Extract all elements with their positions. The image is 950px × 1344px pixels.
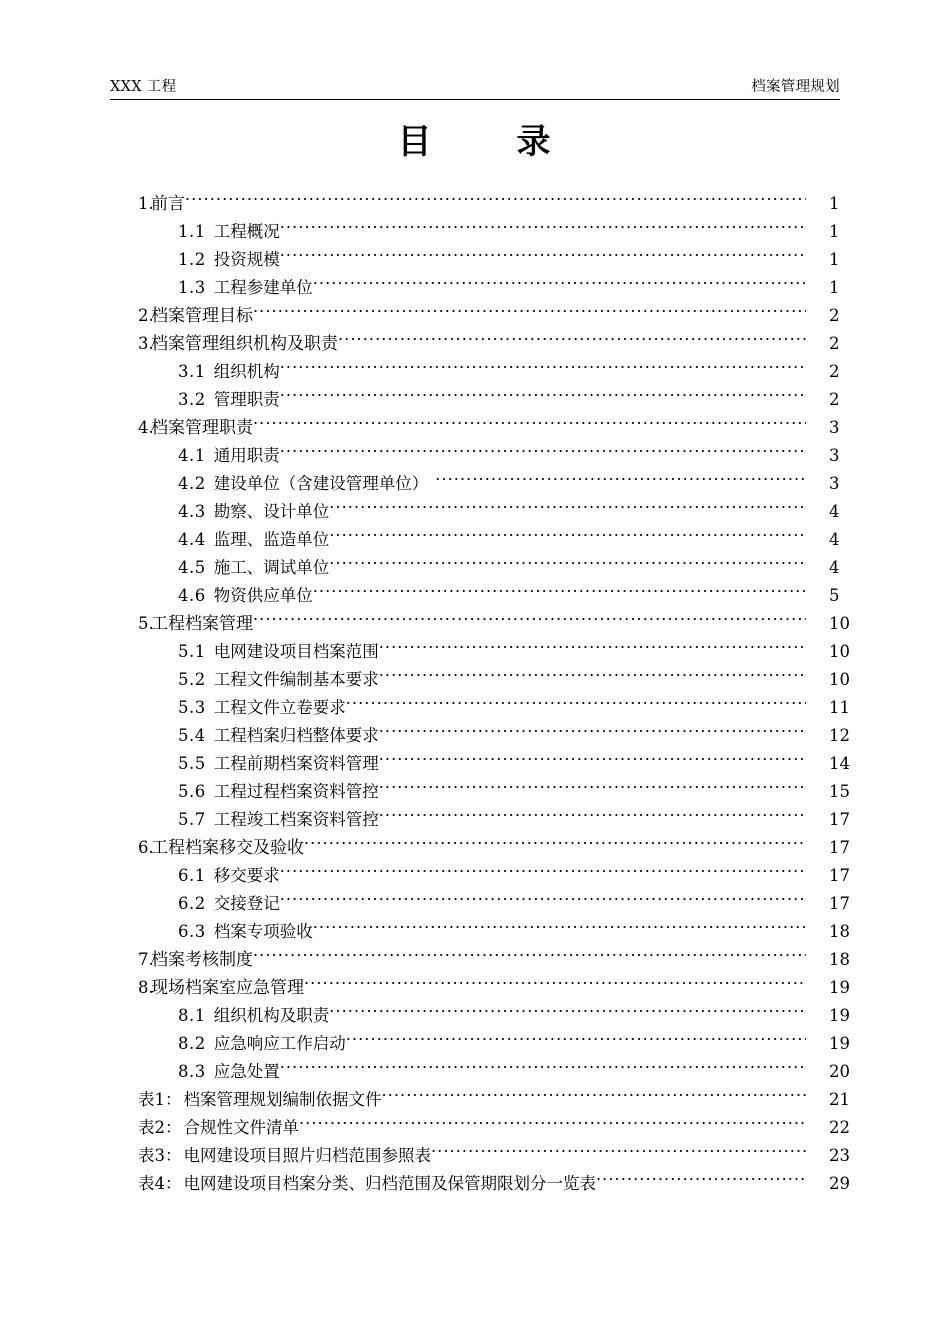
toc-entry[interactable] (110, 246, 850, 274)
toc-entry-number: 7. (138, 950, 154, 969)
toc-dot-leader (313, 921, 806, 938)
toc-dot-leader (379, 641, 806, 658)
toc-entry-label: 工程前期档案资料管理 (213, 754, 379, 773)
toc-entry[interactable] (110, 470, 850, 498)
toc-entry-label: 工程参建单位 (213, 278, 313, 297)
toc-entry[interactable] (110, 918, 850, 946)
toc-entry-label: 现场档案室应急管理 (151, 978, 304, 998)
toc-entry-number: 6.3 (178, 922, 206, 941)
toc-entry-label: 工程档案移交及验收 (151, 838, 304, 858)
toc-entry-label: 电网建设项目照片归档范围参照表 (183, 1146, 431, 1165)
toc-entry-label: 施工、调试单位 (213, 558, 330, 577)
table-of-contents (110, 190, 850, 1198)
toc-dot-leader (346, 1033, 806, 1050)
toc-page-number: 20 (829, 1062, 850, 1081)
toc-dot-leader (329, 557, 806, 574)
header-document-name: 档案管理规划 (751, 79, 840, 95)
toc-page-number: 21 (829, 1090, 850, 1109)
toc-entry-label: 移交要求 (213, 866, 280, 885)
toc-dot-leader (313, 585, 806, 602)
toc-entry-number: 4.6 (178, 586, 206, 605)
toc-page-number: 2 (829, 334, 840, 353)
toc-dot-leader (596, 1173, 806, 1190)
toc-entry[interactable] (110, 862, 850, 890)
toc-entry-label: 工程竣工档案资料管控 (213, 810, 379, 829)
toc-entry-number: 6.2 (178, 894, 206, 913)
toc-entry[interactable] (110, 498, 850, 526)
toc-entry[interactable] (110, 778, 850, 806)
toc-entry-label: 建设单位（含建设管理单位） (213, 474, 429, 493)
toc-entry-label: 监理、监造单位 (213, 530, 330, 549)
toc-entry-label: 工程过程档案资料管控 (213, 782, 379, 801)
toc-entry[interactable] (110, 386, 850, 414)
toc-dot-leader (338, 333, 806, 350)
toc-entry-number: 8.1 (178, 1006, 206, 1025)
toc-entry-label: 前言 (151, 194, 185, 214)
toc-dot-leader (280, 445, 806, 462)
toc-dot-leader (435, 473, 806, 490)
toc-page-number: 22 (829, 1118, 850, 1137)
toc-entry[interactable] (110, 1170, 850, 1198)
toc-page-number: 11 (829, 698, 850, 717)
toc-page-number: 10 (829, 642, 850, 661)
toc-entry-label: 工程文件立卷要求 (213, 698, 346, 717)
toc-entry-label: 投资规模 (213, 250, 280, 269)
toc-entry-number: 1.1 (178, 222, 206, 241)
toc-entry[interactable] (110, 330, 850, 358)
toc-dot-leader (280, 361, 806, 378)
toc-entry-number: 5.5 (178, 754, 206, 773)
toc-entry-number: 1. (138, 194, 154, 213)
toc-page-number: 14 (829, 754, 850, 773)
toc-entry[interactable] (110, 442, 850, 470)
header-project-name: XXX 工程 (110, 79, 177, 95)
toc-entry-label: 应急响应工作启动 (213, 1034, 346, 1053)
toc-dot-leader (280, 249, 806, 266)
toc-entry-label: 管理职责 (213, 390, 280, 409)
toc-page-number: 2 (829, 306, 840, 325)
toc-page-number: 1 (829, 278, 840, 297)
toc-entry-number: 表3： (138, 1146, 182, 1165)
toc-entry-label: 工程概况 (213, 222, 280, 241)
toc-dot-leader (346, 697, 806, 714)
toc-entry-number: 4.1 (178, 446, 206, 465)
toc-entry-number: 5.3 (178, 698, 206, 717)
toc-entry-number: 2. (138, 306, 154, 325)
toc-page-number: 3 (829, 418, 840, 437)
toc-entry[interactable] (110, 582, 850, 610)
toc-dot-leader (280, 893, 806, 910)
toc-entry-label: 通用职责 (213, 446, 280, 465)
toc-dot-leader (431, 1145, 806, 1162)
toc-entry[interactable] (110, 834, 850, 862)
toc-entry-number: 8.3 (178, 1062, 206, 1081)
toc-entry[interactable] (110, 666, 850, 694)
toc-entry-number: 4.2 (178, 474, 206, 493)
toc-entry-label: 工程档案归档整体要求 (213, 726, 379, 745)
toc-entry[interactable] (110, 358, 850, 386)
toc-entry[interactable] (110, 1002, 850, 1030)
toc-entry-number: 1.3 (178, 278, 206, 297)
toc-entry-number: 5.6 (178, 782, 206, 801)
toc-dot-leader (253, 417, 806, 434)
toc-entry-label: 电网建设项目档案分类、归档范围及保管期限划分一览表 (183, 1174, 596, 1193)
toc-entry-label: 勘察、设计单位 (213, 502, 330, 521)
toc-entry-number: 6.1 (178, 866, 206, 885)
toc-entry[interactable] (110, 806, 850, 834)
toc-dot-leader (379, 809, 806, 826)
toc-page-number: 1 (829, 194, 840, 213)
toc-entry-label: 档案管理目标 (151, 306, 253, 326)
toc-entry-label: 档案考核制度 (151, 950, 253, 970)
toc-dot-leader (379, 753, 806, 770)
toc-entry[interactable] (110, 274, 850, 302)
toc-page-number: 19 (829, 1006, 850, 1025)
toc-entry-number: 1.2 (178, 250, 206, 269)
toc-entry-label: 合规性文件清单 (183, 1118, 299, 1137)
toc-page-number: 17 (829, 894, 850, 913)
toc-entry[interactable] (110, 526, 850, 554)
toc-entry-label: 组织机构及职责 (213, 1006, 330, 1025)
toc-entry-number: 表4： (138, 1174, 182, 1193)
toc-entry[interactable] (110, 1030, 850, 1058)
toc-entry-number: 8.2 (178, 1034, 206, 1053)
toc-entry-number: 4.5 (178, 558, 206, 577)
toc-page-number: 3 (829, 474, 840, 493)
toc-dot-leader (280, 865, 806, 882)
toc-entry-label: 工程文件编制基本要求 (213, 670, 379, 689)
toc-entry-label: 应急处置 (213, 1062, 280, 1081)
toc-page-number: 17 (829, 866, 850, 885)
toc-entry-number: 表1： (138, 1090, 182, 1109)
toc-entry[interactable] (110, 750, 850, 778)
toc-entry[interactable] (110, 722, 850, 750)
toc-entry-label: 档案管理职责 (151, 418, 253, 438)
toc-entry-label: 物资供应单位 (213, 586, 313, 605)
toc-dot-leader (329, 501, 806, 518)
toc-page-number: 3 (829, 446, 840, 465)
toc-page-number: 23 (829, 1146, 850, 1165)
toc-page-number: 1 (829, 250, 840, 269)
toc-entry[interactable] (110, 218, 850, 246)
toc-entry[interactable] (110, 1114, 850, 1142)
toc-dot-leader (304, 977, 806, 994)
toc-entry-number: 5.4 (178, 726, 206, 745)
toc-page-number: 2 (829, 390, 840, 409)
toc-entry-label: 组织机构 (213, 362, 280, 381)
toc-dot-leader (313, 277, 806, 294)
toc-entry-number: 3. (138, 334, 154, 353)
toc-page-number: 17 (829, 810, 850, 829)
page-title: 目 录 (397, 122, 553, 162)
toc-entry[interactable] (110, 974, 850, 1002)
toc-entry-number: 表2： (138, 1118, 182, 1137)
toc-entry-number: 5. (138, 614, 154, 633)
toc-entry-number: 5.2 (178, 670, 206, 689)
toc-entry[interactable] (110, 414, 850, 442)
toc-page-number: 15 (829, 782, 850, 801)
toc-page-number: 5 (829, 586, 840, 605)
toc-entry[interactable] (110, 610, 850, 638)
toc-dot-leader (253, 305, 806, 322)
toc-entry-number: 4.4 (178, 530, 206, 549)
toc-entry-label: 工程档案管理 (151, 614, 253, 634)
toc-entry-number: 3.1 (178, 362, 206, 381)
toc-dot-leader (280, 221, 806, 238)
toc-entry[interactable] (110, 1142, 850, 1170)
toc-page-number: 12 (829, 726, 850, 745)
toc-entry[interactable] (110, 890, 850, 918)
toc-dot-leader (299, 1117, 806, 1134)
toc-dot-leader (329, 1005, 806, 1022)
toc-dot-leader (253, 949, 806, 966)
toc-entry[interactable] (110, 638, 850, 666)
toc-entry[interactable] (110, 694, 850, 722)
toc-entry-number: 5.7 (178, 810, 206, 829)
toc-dot-leader (329, 529, 806, 546)
toc-entry-label: 档案管理组织机构及职责 (151, 334, 338, 354)
toc-dot-leader (280, 1061, 806, 1078)
toc-entry-label: 档案专项验收 (213, 922, 313, 941)
toc-entry[interactable] (110, 554, 850, 582)
toc-dot-leader (280, 389, 806, 406)
toc-page-number: 29 (829, 1174, 850, 1193)
toc-page-number: 4 (829, 530, 840, 549)
toc-page-number: 2 (829, 362, 840, 381)
toc-page-number: 4 (829, 558, 840, 577)
toc-entry[interactable] (110, 302, 850, 330)
toc-entry[interactable] (110, 190, 850, 218)
toc-entry-number: 4. (138, 418, 154, 437)
toc-entry-number: 8. (138, 978, 154, 997)
toc-dot-leader (304, 837, 806, 854)
toc-dot-leader (379, 725, 806, 742)
toc-entry[interactable] (110, 1086, 850, 1114)
toc-entry-number: 5.1 (178, 642, 206, 661)
toc-dot-leader (379, 669, 806, 686)
running-header (110, 78, 840, 100)
toc-page-number: 19 (829, 1034, 850, 1053)
toc-dot-leader (382, 1089, 807, 1106)
toc-entry-number: 3.2 (178, 390, 206, 409)
toc-page-number: 10 (829, 614, 850, 633)
toc-entry-number: 4.3 (178, 502, 206, 521)
toc-entry-label: 交接登记 (213, 894, 280, 913)
toc-dot-leader (253, 613, 806, 630)
toc-entry-label: 电网建设项目档案范围 (213, 642, 379, 661)
toc-dot-leader (185, 193, 806, 210)
toc-page-number: 1 (829, 222, 840, 241)
toc-entry-number: 6. (138, 838, 154, 857)
toc-entry[interactable] (110, 946, 850, 974)
toc-page-number: 4 (829, 502, 840, 521)
toc-page-number: 10 (829, 670, 850, 689)
toc-entry[interactable] (110, 1058, 850, 1086)
toc-page-number: 17 (829, 838, 850, 857)
toc-page-number: 18 (829, 950, 850, 969)
toc-entry-label: 档案管理规划编制依据文件 (183, 1090, 382, 1109)
toc-page-number: 18 (829, 922, 850, 941)
toc-page-number: 19 (829, 978, 850, 997)
toc-dot-leader (379, 781, 806, 798)
